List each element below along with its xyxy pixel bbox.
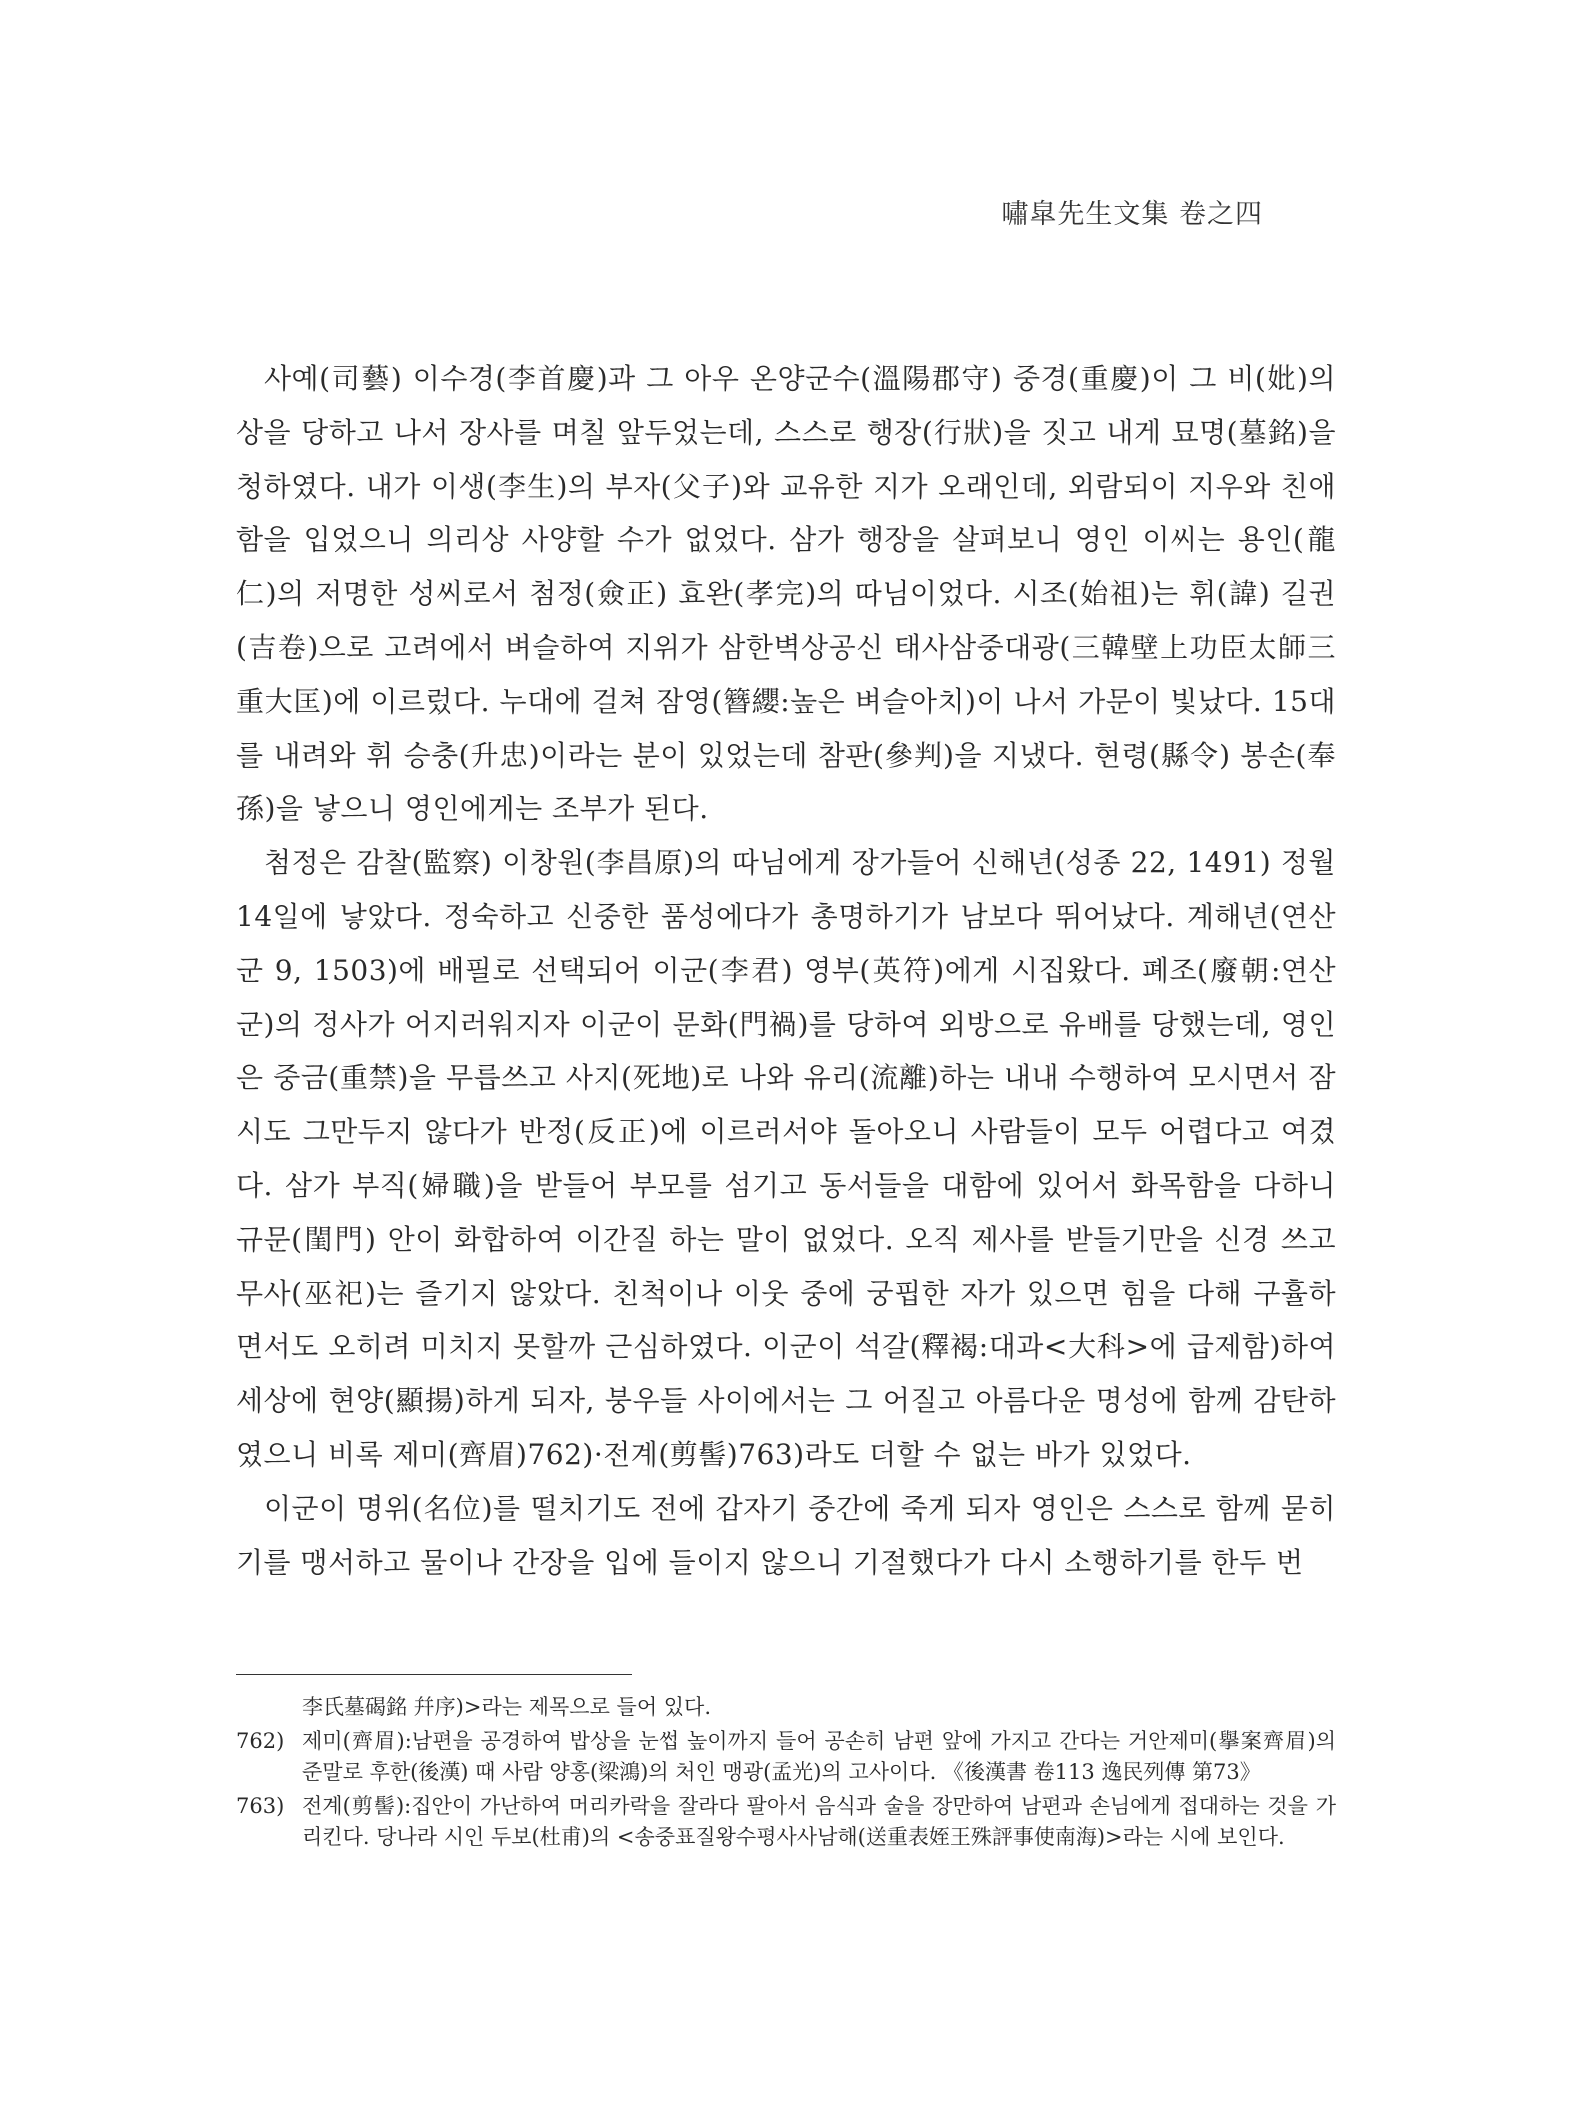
footnotes — [236, 1692, 1336, 1853]
footnote-text: 전계(剪髻):집안이 가난하여 머리카락을 잘라다 팔아서 음식과 술을 장만하여 남편과 손님에게 접대하는 것을 가리킨다. 당나라 시인 두보(杜甫)의 <송중표질왕수평사사남해(送重表姪王殊評事使南海)>라는 시에 보인다. — [302, 1794, 1336, 1849]
body-text — [236, 352, 1336, 1589]
paragraph-3: 이군이 명위(名位)를 떨치기도 전에 갑자기 중간에 죽게 되자 영인은 스스로 함께 묻히기를 맹서하고 물이나 간장을 입에 들이지 않으니 기절했다가 다시 소행하기를 한두 번 — [236, 1491, 1336, 1579]
footnote-762 — [236, 1726, 1336, 1788]
paragraph-2: 첨정은 감찰(監察) 이창원(李昌原)의 따님에게 장가들어 신해년(성종 22, 1491) 정월 14일에 낳았다. 정숙하고 신중한 품성에다가 총명하기가 남보다 뛰어났다. 계해년(연산군 9, 1503)에 배필로 선택되어 이군(李君) 영부(英符)에게 시집왔다. 폐조(廢朝:연산군)의 정사가 어지러워지자 이군이 문화(門禍)를 당하여 외방으로 유배를 당했는데, 영인은 중금(重禁)을 무릅쓰고 사지(死地)로 나와 유리(流離)하는 내내 수행하여 모시면서 잠시도 그만두지 않다가 반정(反正)에 이르러서야 돌아오니 사람들이 모두 어렵다고 여겼다. 삼가 부직(婦職)을 받들어 부모를 섬기고 동서들을 대함에 있어서 화목함을 다하니 규문(閨門) 안이 화합하여 이간질 하는 말이 없었다. 오직 제사를 받들기만을 신경 쓰고 무사(巫祀)는 즐기지 않았다. 친척이나 이웃 중에 궁핍한 자가 있으면 힘을 다해 구휼하면서도 오히려 미치지 못할까 근심하였다. 이군이 석갈(釋褐:대과<大科>에 급제함)하여 세상에 현양(顯揚)하게 되자, 붕우들 사이에서는 그 어질고 아름다운 명성에 함께 감탄하였으니 비록 제미(齊眉)762)·전계(剪髻)763)라도 더할 수 없는 바가 있었다. — [236, 846, 1336, 1471]
footnote-text: 제미(齊眉):남편을 공경하여 밥상을 눈썹 높이까지 들어 공손히 남편 앞에 가지고 간다는 거안제미(擧案齊眉)의 준말로 후한(後漢) 때 사람 양홍(梁鴻)의 처인 맹광(孟光)의 고사이다. 《後漢書 卷113 逸民列傳 第73》 — [302, 1729, 1336, 1784]
footnote-number: 762) — [236, 1729, 285, 1753]
paragraph-1: 사예(司藝) 이수경(李首慶)과 그 아우 온양군수(溫陽郡守) 중경(重慶)이 그 비(妣)의 상을 당하고 나서 장사를 며칠 앞두었는데, 스스로 행장(行狀)을 짓고 내게 묘명(墓銘)을 청하였다. 내가 이생(李生)의 부자(父子)와 교유한 지가 오래인데, 외람되이 지우와 친애함을 입었으니 의리상 사양할 수가 없었다. 삼가 행장을 살펴보니 영인 이씨는 용인(龍仁)의 저명한 성씨로서 첨정(僉正) 효완(孝完)의 따님이었다. 시조(始祖)는 휘(諱) 길권(吉卷)으로 고려에서 벼슬하여 지위가 삼한벽상공신 태사삼중대광(三韓壁上功臣太師三重大匡)에 이르렀다. 누대에 걸쳐 잠영(簪纓:높은 벼슬아치)이 나서 가문이 빛났다. 15대를 내려와 휘 승충(升忠)이라는 분이 있었는데 참판(參判)을 지냈다. 현령(縣令) 봉손(奉孫)을 낳으니 영인에게는 조부가 된다. — [236, 362, 1336, 826]
running-header: 嘯皐先生文集 卷之四 — [1001, 199, 1263, 230]
footnote-number: 763) — [236, 1794, 285, 1818]
footnote-divider — [236, 1674, 632, 1675]
footnote-continuation: 李氏墓碣銘 幷序)>라는 제목으로 들어 있다. — [302, 1695, 712, 1719]
footnote-763 — [236, 1791, 1336, 1853]
